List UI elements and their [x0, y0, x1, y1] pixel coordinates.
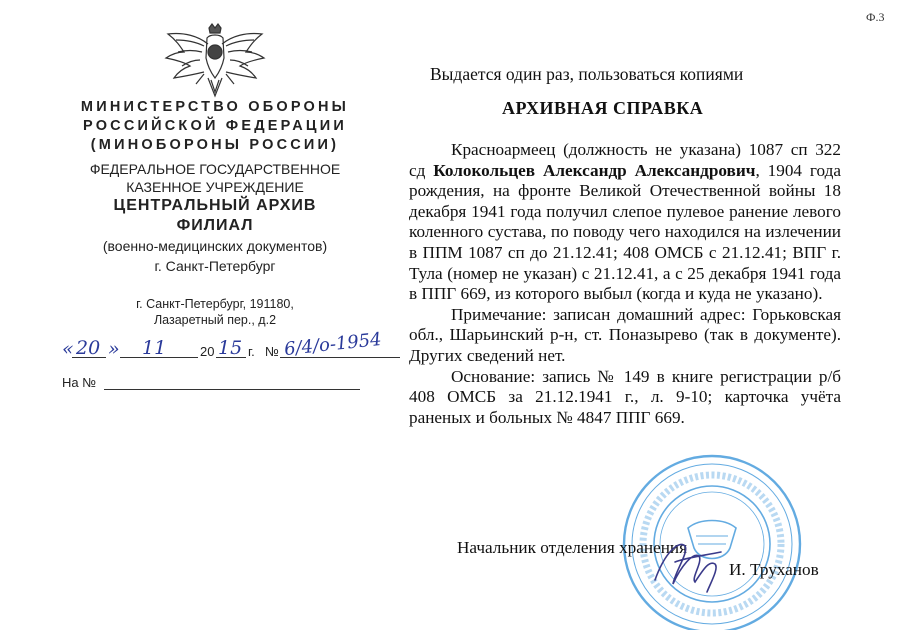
ministry-line-3: (МИНОБОРОНЫ РОССИИ) [90, 137, 340, 153]
date-quote-close: » [108, 338, 120, 360]
address-line-1: г. Санкт-Петербург, 191180, [136, 297, 294, 311]
form-code: Ф.3 [866, 10, 885, 24]
certificate-body [409, 140, 841, 428]
issue-number: 6/4/о-1954 [283, 328, 383, 361]
branch-title: ФИЛИАЛ [176, 217, 254, 234]
soldier-intro: Красноармеец (должность не указана) 1087 сп 322 сд [409, 140, 841, 180]
institution-line-1: ФЕДЕРАЛЬНОЕ ГОСУДАРСТВЕННОЕ [89, 161, 341, 177]
archive-name: ЦЕНТРАЛЬНЫЙ АРХИВ [113, 197, 317, 214]
ministry-line-1: МИНИСТЕРСТВО ОБОРОНЫ [80, 99, 350, 115]
coat-of-arms-icon [160, 22, 270, 102]
document-title: АРХИВНАЯ СПРАВКА [502, 98, 704, 118]
issue-date-line [62, 328, 402, 364]
branch-note: (военно-медицинских документов) [102, 238, 328, 254]
soldier-name: Колокольцев Александр Александрович [433, 160, 756, 180]
institution-line-2: КАЗЕННОЕ УЧРЕЖДЕНИЕ [126, 179, 304, 195]
signer-position: Начальник отделения хранения [457, 538, 688, 557]
year-prefix: 20 [200, 344, 215, 359]
reply-underline [104, 389, 360, 390]
body-paragraph-1 [409, 140, 841, 305]
issue-day: 20 [76, 337, 101, 359]
reply-label: На № [62, 375, 97, 390]
body-note-paragraph: Примечание: записан домашний адрес: Горьковская обл., Шарьинский р-н, ст. Поназырево (так в документе). Других сведений нет. [409, 304, 841, 365]
ministry-line-2: РОССИЙСКОЙ ФЕДЕРАЦИИ [83, 118, 347, 134]
issue-month: 11 [142, 337, 167, 359]
year-label: г. [248, 344, 255, 359]
body-basis-paragraph: Основание: запись № 149 в книге регистрации р/б 408 ОМСБ за 21.12.1941 г., л. 9-10; карточка учёта раненых и больных № 4847 ППГ 669. [409, 366, 841, 427]
date-quote-open: « [62, 338, 74, 360]
soldier-details: , 1904 года рождения, на фронте Великой Отечественной войны 18 декабря 1941 года получил слепое пулевое ранение левого коленного сустава, по поводу чего находился на излечении в ППМ 1087 сп до 21.12.41; 408 ОМСБ с 21.12.41; ВПГ г. Тула (номер не указан) с 21.12.41, а с 25 декабря 1941 года в ППГ 669, из которого выбыл (когда и куда не указано). [409, 160, 842, 304]
number-label: № [265, 344, 279, 359]
signer-name: И. Труханов [729, 560, 819, 579]
reply-line [62, 375, 362, 395]
signature-scribble-icon [645, 522, 735, 602]
address-line-2: Лазаретный пер., д.2 [153, 313, 277, 327]
city: г. Санкт-Петербург [154, 258, 276, 274]
copy-notice: Выдается один раз, пользоваться копиями [430, 64, 744, 84]
year-suffix: 15 [218, 337, 243, 359]
